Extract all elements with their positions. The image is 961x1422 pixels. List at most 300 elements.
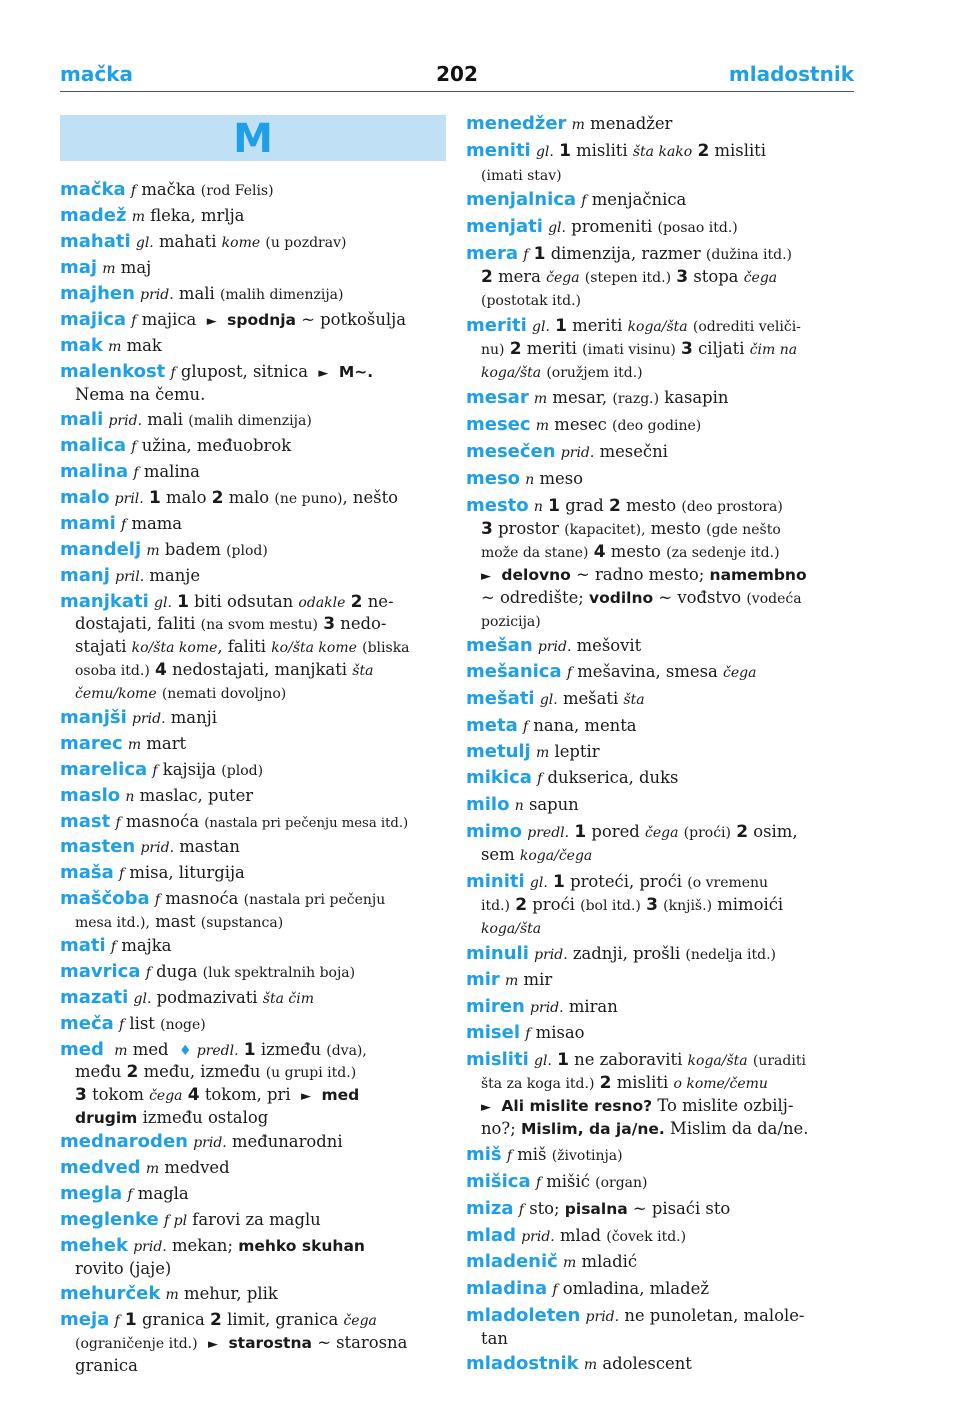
- arrow-icon: ►: [481, 1100, 491, 1115]
- entry-text: osim,: [753, 822, 798, 841]
- entry-text: između: [260, 1040, 322, 1059]
- entry-minuli: [466, 943, 776, 967]
- entry-text: Ali mislite resno?: [501, 1097, 653, 1115]
- entry-text: (deo godine): [612, 418, 702, 434]
- headword: misliti: [466, 1049, 529, 1070]
- entry-text: pisalna: [564, 1200, 628, 1218]
- entry-marec: [60, 733, 186, 757]
- entry-text: čemu/kome: [75, 686, 157, 702]
- entry-text: mast: [155, 912, 196, 931]
- entry-misliti: [466, 1049, 806, 1073]
- entry-text: manji: [170, 708, 217, 727]
- entry-text: mekan;: [171, 1236, 233, 1255]
- headword: meso: [466, 468, 521, 489]
- entry-med-cont: [60, 1061, 356, 1085]
- entry-meniti-cont: [466, 164, 562, 188]
- entry-milo: [466, 794, 579, 818]
- entry-miniti-cont: [466, 917, 541, 941]
- entry-text: mali: [147, 410, 184, 429]
- entry-text: čega: [743, 270, 778, 286]
- headword: marelica: [60, 759, 148, 780]
- entry-text: m: [165, 1287, 179, 1303]
- page-header: [60, 62, 854, 90]
- entry-text: , faliti: [217, 637, 266, 656]
- entry-text: (za sedenje itd.): [666, 545, 780, 561]
- entry-text: misa, liturgija: [129, 863, 245, 882]
- entry-misel: [466, 1022, 585, 1046]
- entry-text: tokom: [92, 1085, 144, 1104]
- entry-text: spodnja: [227, 311, 296, 329]
- entry-text: mesec: [554, 415, 607, 434]
- headword: misel: [466, 1022, 521, 1043]
- entry-maslo: [60, 785, 253, 809]
- entry-meja-cont: [60, 1355, 138, 1378]
- entry-text: list: [129, 1014, 155, 1033]
- entry-mladoleten: [466, 1305, 804, 1329]
- entry-meso: [466, 468, 583, 492]
- entry-text: nana, menta: [533, 716, 637, 735]
- entry-text: 2: [599, 1073, 612, 1093]
- entry-text: m: [535, 418, 550, 434]
- entry-text: farovi za maglu: [192, 1210, 321, 1229]
- entry-mascoba-cont: [60, 911, 283, 935]
- entry-miniti-cont: [466, 894, 783, 918]
- entry-text: prid.: [132, 711, 166, 727]
- entry-text: prid.: [108, 413, 143, 429]
- entry-text: granica: [141, 1310, 205, 1329]
- entry-text: mahati: [158, 232, 217, 251]
- headword: manj: [60, 565, 110, 586]
- headword: mati: [60, 935, 106, 956]
- entry-miren: [466, 996, 618, 1020]
- entry-text: 2: [350, 592, 363, 612]
- diamond-icon: ♦: [178, 1043, 192, 1059]
- headword: menedžer: [466, 113, 567, 134]
- entry-text: prid.: [140, 840, 175, 856]
- entry-text: mera: [498, 267, 541, 286]
- entry-text: šta čim: [262, 991, 314, 1007]
- entry-mera-cont: [466, 289, 581, 313]
- headword: malo: [60, 487, 110, 508]
- headword: mazati: [60, 987, 129, 1008]
- entry-text: nu): [481, 342, 505, 358]
- entry-mali: [60, 409, 312, 433]
- entry-mera: [466, 243, 792, 267]
- entry-text: Nema na čemu.: [75, 385, 206, 404]
- entry-manjkati: [60, 591, 393, 615]
- headword: mandelj: [60, 539, 142, 560]
- entry-text: mimoići: [717, 895, 784, 914]
- entry-text: Mislim, da ja/ne.: [520, 1120, 665, 1138]
- entry-meja: [60, 1309, 377, 1333]
- entry-text: (deo prostora): [681, 499, 783, 515]
- entry-text: (stepen itd.): [584, 270, 672, 286]
- entry-text: m: [146, 543, 160, 559]
- entry-text: magla: [137, 1184, 189, 1203]
- entry-mesto-cont: [466, 610, 541, 634]
- entry-text: 2: [126, 1062, 139, 1082]
- entry-menjati: [466, 216, 738, 240]
- entry-text: čega: [546, 270, 580, 286]
- entry-text: f: [154, 892, 161, 908]
- entry-menedzer: [466, 113, 672, 137]
- entry-text: 1: [557, 1050, 569, 1070]
- entry-text: (bol itd.): [580, 898, 641, 914]
- entry-text: (u pozdrav): [265, 235, 347, 251]
- entry-mehek: [60, 1235, 365, 1259]
- entry-mast: [60, 811, 408, 836]
- entry-text: pril.: [115, 569, 145, 585]
- entry-text: (dužina itd.): [705, 247, 793, 263]
- entry-text: duga: [156, 962, 198, 981]
- entry-text: 2: [697, 141, 710, 161]
- entry-text: tan: [481, 1329, 508, 1348]
- entry-text: 1: [559, 141, 571, 161]
- entry-text: f: [552, 1282, 558, 1298]
- entry-mera-cont: [466, 266, 777, 290]
- arrow-icon: ►: [481, 569, 491, 584]
- entry-text: (plod): [221, 763, 264, 779]
- entry-text: šta: [623, 692, 645, 708]
- entry-mesanica: [466, 661, 756, 685]
- headword: menjati: [466, 216, 543, 237]
- entry-malica: [60, 435, 291, 459]
- headword: metulj: [466, 741, 531, 762]
- entry-text: međunarodni: [231, 1132, 343, 1151]
- entry-text: (kapacitet),: [564, 522, 646, 538]
- entry-text: m: [535, 745, 550, 761]
- entry-text: 3: [681, 339, 693, 359]
- entry-text: 1: [124, 1310, 137, 1330]
- entry-mesto: [466, 495, 783, 519]
- headword: malina: [60, 461, 129, 482]
- entry-text: m: [131, 209, 145, 225]
- entry-text: mehko skuhan: [238, 1237, 365, 1255]
- headword: meja: [60, 1309, 110, 1330]
- entry-text: masnoća: [165, 889, 239, 908]
- entry-text: (supstanca): [200, 915, 284, 931]
- headword: meniti: [466, 140, 531, 161]
- entry-text: (proći): [683, 825, 731, 841]
- entry-mehek-cont: [60, 1258, 171, 1281]
- headword: maj: [60, 257, 98, 278]
- entry-text: n: [125, 789, 135, 805]
- entry-text: (nastala pri pečenju mesa itd.): [204, 816, 409, 831]
- entry-text: mesar,: [552, 388, 608, 407]
- entry-text: grad: [565, 496, 604, 515]
- entry-meniti: [466, 140, 766, 164]
- entry-text: n: [533, 499, 543, 515]
- entry-text: n: [514, 798, 524, 814]
- entry-text: m: [533, 391, 548, 407]
- entry-text: (uraditi: [752, 1053, 806, 1069]
- entry-text: ~ odredište;: [481, 588, 584, 607]
- entry-metulj: [466, 741, 600, 765]
- entry-mesto-cont: [466, 518, 781, 542]
- entry-text: koga/šta: [481, 365, 542, 381]
- entry-text: (čovek itd.): [606, 1229, 687, 1245]
- entry-text: To mislite ozbilj-: [657, 1096, 794, 1115]
- entry-text: mir: [523, 970, 553, 989]
- entry-mesto-cont: [466, 587, 802, 611]
- entry-text: (ograničenje itd.): [75, 1336, 198, 1352]
- entry-text: (gde nešto: [706, 522, 781, 538]
- entry-text: prid.: [534, 947, 568, 963]
- headword: mešan: [466, 635, 533, 656]
- entry-text: (malih dimenzija): [188, 413, 312, 429]
- headword: mladenič: [466, 1251, 558, 1272]
- entry-miza: [466, 1198, 730, 1222]
- entry-text: f: [121, 517, 127, 533]
- entry-text: 2: [509, 339, 522, 359]
- entry-text: nedostajati, manjkati: [172, 660, 348, 679]
- entry-text: f: [566, 665, 573, 681]
- headword: mami: [60, 513, 116, 534]
- entry-text: misao: [535, 1023, 585, 1042]
- entry-malina: [60, 461, 200, 485]
- entry-text: mak: [126, 336, 162, 355]
- entry-text: menjačnica: [591, 190, 687, 209]
- entry-text: stopa: [693, 267, 739, 286]
- entry-manjkati-cont: [60, 682, 286, 706]
- entry-text: između ostalog: [142, 1108, 269, 1127]
- entry-mahati: [60, 231, 346, 255]
- entry-mir: [466, 969, 552, 993]
- entry-text: čim na: [749, 342, 798, 358]
- entry-text: prostor: [498, 519, 559, 538]
- entry-text: f: [522, 719, 529, 735]
- headword: mišica: [466, 1171, 531, 1192]
- entry-text: f: [119, 1017, 125, 1033]
- entry-text: ne punoletan, malole-: [624, 1306, 805, 1325]
- entry-text: med: [321, 1086, 360, 1104]
- entry-text: masnoća: [125, 812, 199, 831]
- entry-madez: [60, 205, 244, 229]
- entry-text: (razg.): [612, 391, 660, 407]
- entry-text: (nemati dovoljno): [161, 686, 287, 702]
- entry-text: gl.: [539, 692, 558, 708]
- headword: masten: [60, 836, 136, 857]
- arrow-icon: ►: [301, 1089, 312, 1104]
- entry-malenkost: [60, 361, 373, 386]
- headword: maša: [60, 862, 114, 883]
- headword: meglenke: [60, 1209, 159, 1230]
- entry-text: rovito (jaje): [75, 1259, 172, 1278]
- header-rule: [60, 91, 854, 92]
- entry-text: f: [133, 465, 139, 481]
- entry-megla: [60, 1183, 189, 1207]
- entry-maj: [60, 257, 151, 281]
- entry-text: f: [131, 439, 137, 455]
- entry-text: meriti: [526, 339, 577, 358]
- entry-text: (imati visinu): [582, 342, 676, 358]
- entry-text: sem: [481, 845, 515, 864]
- headword: majhen: [60, 283, 135, 304]
- entry-text: misliti: [714, 141, 767, 160]
- entry-text: 1: [148, 488, 161, 508]
- entry-majica: [60, 309, 406, 334]
- entry-text: (nedelja itd.): [685, 947, 777, 963]
- entry-text: mešavina, smesa: [577, 662, 718, 681]
- entry-text: pozicija): [481, 614, 541, 630]
- headword: marec: [60, 733, 123, 754]
- entry-text: meso: [539, 469, 584, 488]
- entry-text: gl.: [535, 144, 554, 160]
- entry-text: (plod): [226, 543, 268, 559]
- entry-text: leptir: [554, 742, 600, 761]
- headword: mavrica: [60, 961, 141, 982]
- headword: mehek: [60, 1235, 128, 1256]
- entry-mladostnik: [466, 1353, 692, 1377]
- headword: mešati: [466, 688, 535, 709]
- entry-mlad: [466, 1225, 686, 1249]
- entry-text: podmazivati: [156, 988, 258, 1007]
- headword: mak: [60, 335, 103, 356]
- entry-text: m: [102, 261, 116, 277]
- entry-text: f: [131, 313, 137, 329]
- entry-text: koga/čega: [519, 848, 593, 864]
- entry-text: mladić: [581, 1252, 638, 1271]
- page-number: 202: [436, 62, 478, 86]
- headword: meča: [60, 1013, 114, 1034]
- entry-text: mesto: [650, 519, 701, 538]
- entry-text: kome: [221, 235, 261, 251]
- entry-mami: [60, 513, 182, 537]
- entry-text: prid.: [521, 1229, 555, 1245]
- entry-text: 2: [609, 496, 621, 516]
- entry-text: prid.: [193, 1135, 227, 1151]
- entry-text: prid.: [560, 445, 595, 461]
- entry-text: gl.: [135, 235, 154, 251]
- entry-text: prid.: [537, 639, 572, 655]
- entry-text: predl.: [527, 825, 570, 841]
- entry-mednaroden: [60, 1131, 343, 1155]
- entry-text: koga/šta: [481, 921, 542, 937]
- entry-macka: [60, 179, 274, 203]
- entry-text: miš: [517, 1145, 547, 1164]
- entry-mavrica: [60, 961, 355, 985]
- headword: mimo: [466, 821, 523, 842]
- entry-text: badem: [164, 540, 221, 559]
- entry-text: miran: [568, 997, 618, 1016]
- entry-text: gl.: [532, 319, 550, 335]
- entry-text: f: [518, 1202, 524, 1218]
- entry-mati: [60, 935, 171, 959]
- entry-text: tokom, pri: [204, 1085, 291, 1104]
- header-first-entry: mačka: [60, 62, 133, 86]
- entry-text: 1: [177, 592, 189, 612]
- entry-text: proteći, proći: [570, 872, 683, 891]
- entry-mesto-cont: [466, 564, 807, 589]
- entry-text: sapun: [528, 795, 579, 814]
- entry-meca: [60, 1013, 206, 1037]
- entry-text: no?;: [481, 1119, 516, 1138]
- headword: miza: [466, 1198, 514, 1219]
- entry-text: 2: [481, 267, 493, 287]
- headword: mlad: [466, 1225, 516, 1246]
- entry-text: misliti: [616, 1073, 669, 1092]
- entry-text: među: [75, 1062, 122, 1081]
- entry-text: promeniti: [571, 217, 653, 236]
- entry-text: 1: [574, 822, 587, 842]
- entry-text: 3: [646, 895, 658, 915]
- entry-text: m: [563, 1255, 577, 1271]
- entry-text: mlad: [559, 1226, 602, 1245]
- entry-text: gl.: [154, 595, 172, 611]
- headword: mir: [466, 969, 500, 990]
- entry-text: f: [537, 771, 543, 787]
- header-last-entry: mladostnik: [728, 62, 854, 86]
- entry-text: n: [525, 472, 535, 488]
- entry-text: (rod Felis): [200, 183, 274, 199]
- entry-text: ne-: [367, 592, 394, 611]
- entry-text: m: [145, 1161, 160, 1177]
- headword: maščoba: [60, 888, 150, 909]
- entry-text: ~ vođstvo: [658, 588, 742, 607]
- entry-text: pored: [591, 822, 640, 841]
- entry-text: f: [506, 1148, 513, 1164]
- headword: mednaroden: [60, 1131, 188, 1152]
- headword: malenkost: [60, 361, 166, 382]
- headword: medved: [60, 1157, 141, 1178]
- entry-text: (organ): [595, 1175, 648, 1191]
- entry-text: starostna: [228, 1334, 312, 1352]
- entry-text: f pl: [163, 1213, 188, 1229]
- entry-text: 1: [555, 316, 567, 336]
- headword: meriti: [466, 315, 527, 336]
- entry-text: mišić: [546, 1172, 590, 1191]
- entry-text: (u grupi itd.): [265, 1065, 357, 1081]
- entry-text: mačka: [141, 180, 196, 199]
- entry-text: kajsija: [162, 760, 217, 779]
- entry-mak: [60, 335, 162, 359]
- entry-misliti-cont: [466, 1072, 768, 1096]
- entry-text: dukserica, duks: [547, 768, 679, 787]
- entry-text: prid.: [585, 1309, 620, 1325]
- headword: miniti: [466, 871, 525, 892]
- entry-text: nedo-: [340, 614, 387, 633]
- headword: mast: [60, 811, 111, 832]
- entry-text: 1: [548, 496, 560, 516]
- entry-text: limit, granica: [227, 1310, 339, 1329]
- entry-text: predl.: [196, 1043, 239, 1059]
- arrow-icon: ►: [208, 1337, 219, 1352]
- entry-text: medved: [164, 1158, 230, 1177]
- entry-mascoba: [60, 888, 385, 912]
- entry-text: m: [583, 1357, 598, 1373]
- headword: mladina: [466, 1278, 548, 1299]
- entry-manjkati-cont: [60, 636, 410, 660]
- entry-text: M~.: [338, 363, 374, 381]
- entry-text: čega: [645, 825, 679, 841]
- entry-text: gl.: [548, 220, 566, 236]
- entry-majhen: [60, 283, 343, 307]
- entry-text: 1: [243, 1040, 256, 1060]
- entry-text: f: [152, 763, 158, 779]
- entry-mesec: [466, 414, 701, 438]
- entry-miniti: [466, 871, 768, 895]
- entry-text: dostajati, faliti: [75, 614, 196, 633]
- headword: maslo: [60, 785, 121, 806]
- headword: megla: [60, 1183, 123, 1204]
- entry-text: mešovit: [576, 636, 642, 655]
- entry-text: gl.: [133, 991, 152, 1007]
- entry-text: gl.: [529, 875, 548, 891]
- entry-text: mehur, plik: [184, 1284, 278, 1303]
- entry-text: (dva),: [326, 1043, 367, 1059]
- entry-text: dimenzija, razmer: [550, 244, 701, 263]
- entry-text: f: [130, 183, 137, 199]
